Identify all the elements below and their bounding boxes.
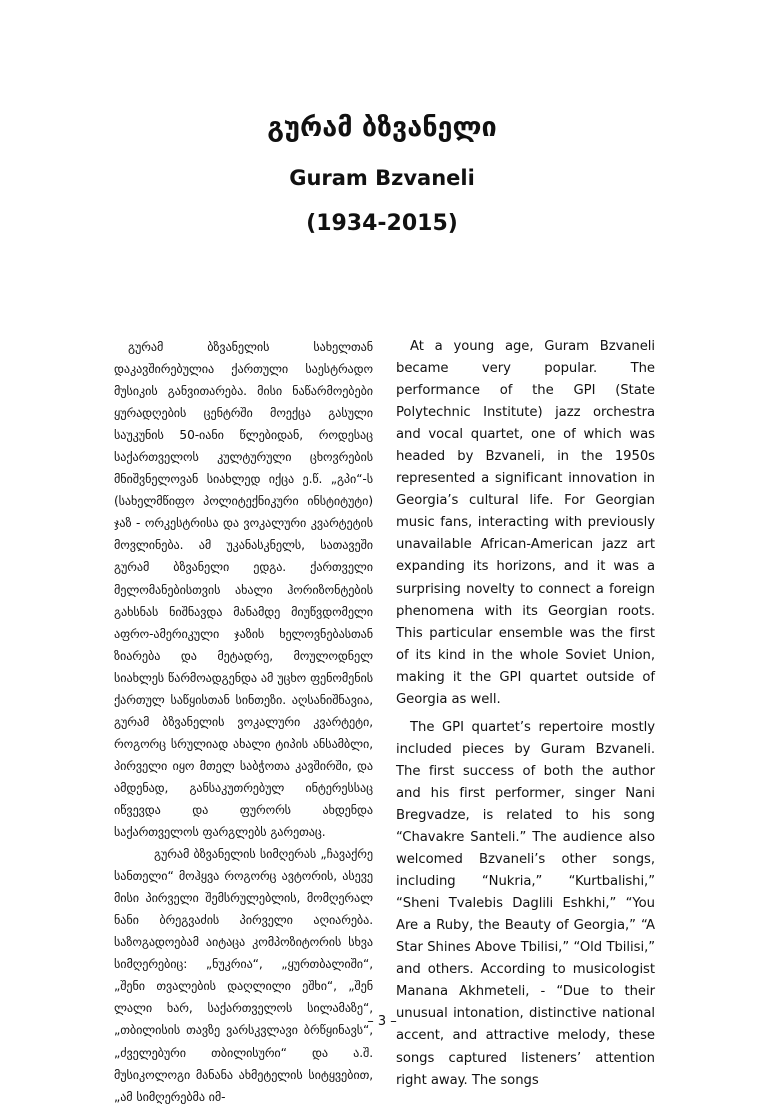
page-number: – 3 –	[367, 1014, 397, 1029]
english-paragraph-2: The GPI quartet’s repertoire mostly included pieces by Guram Bzvaneli. The first success of both the author and his first performer, singer Nani Bregvadze, is related to his song “Chavakre Santeli.” The audience also welcomed Bzvaneli’s other songs, including “Nukria,” “Kurtbalishi,” “Sheni Tvalebis Daglili Eshkhi,” “You Are a Ruby, the Beauty of Georgia,” “A Star Shines Above Tbilisi,” “Old Tbilisi,” and others. According to musicologist Manana Akhmeteli, - “Due to their unusual intonation, distinctive national accent, and attractive melody, these songs captured listeners’ attention right away. The songs	[396, 719, 655, 1088]
title-block	[0, 108, 764, 242]
georgian-paragraph-1: გურამ ბზვანელის სახელთან დაკავშირებულია ქართული საესტრადო მუსიკის განვითარება. მისი ნაწარმოებები ყურადღების ცენტრში მოექცა გასული საუკუნის 50-იანი წლებიდან, როდესაც საქართველოს კულტურული ცხოვრების მნიშვნელოვან სიახლედ იქცა ე.წ. „გპი“-ს (სახელმწიფო პოლიტექნიკური ინსტიტუტი) ჯაზ - ორკესტრისა და ვოკალური კვარტეტის მოვლინება. ამ უკანასკნელს, სათავეში გურამ ბზვანელი ედგა. ქართველი მელომანებისთვის ახალი ჰორიზონტების გახსნას ნიშნავდა მანამდე მიუწვდომელი აფრო-ამერიკული ჯაზის ხელოვნებასთან ზიარება და მეტადრე, მოულოდნელ სიახლეს წარმოადგენდა ამ უცხო ფენომენის ქართულ საწყისთან სინთეზი. აღსანიშნავია, გურამ ბზვანელის ვოკალური კვარტეტი, როგორც სრულიად ახალი ტიპის ანსამბლი, პირველი იყო მთელ საბჭოთა კავშირში, და ამდენად, განსაკუთრებულ ინტერესსაც იწვევდა და ფურორს ახდენდა საქართველოს ფარგლებს გარეთაც.	[114, 340, 373, 840]
title-english: Guram Bzvaneli	[289, 166, 475, 190]
title-georgian: გურამ ბზვანელი	[267, 112, 497, 143]
english-text-column	[396, 336, 655, 1092]
title-years: (1934-2015)	[306, 211, 458, 236]
english-paragraph-1: At a young age, Guram Bzvaneli became very popular. The performance of the GPI (State Polytechnic Institute) jazz orchestra and vocal quartet, one of which was headed by Bzvaneli, in the 1950s represented a significant innovation in Georgia’s cultural life. For Georgian music fans, interacting with previously unavailable African-American jazz art expanding its horizons, and it was a surprising novelty to connect a foreign phenomena with its Georgian roots. This particular ensemble was the first of its kind in the whole Soviet Union, making it the GPI quartet outside of Georgia as well.	[396, 339, 655, 707]
georgian-text-column	[114, 336, 373, 1108]
georgian-paragraph-2: გურამ ბზვანელის სიმღერას „ჩავაქრე სანთელი“ მოჰყვა როგორც ავტორის, ასევე მისი პირველი შემსრულებლის, მომღერალ ნანი ბრეგვაძის პირველი აღიარება. საზოგადოებამ აიტაცა კომპოზიტორის სხვა სიმღერებიც: „ნუკრია“, „ყურთბალიში“, „შენი თვალების დაღლილი ეშხი“, „შენ ლალი ხარ, საქართველოს სილამაზე“, „თბილისის თავზე ვარსკვლავი ბრწყინავს“, „ძველებური თბილისური“ და ა.შ. მუსიკოლოგი მანანა ახმეტელის სიტყვებით, „ამ სიმღერებმა იმ-	[114, 847, 373, 1104]
